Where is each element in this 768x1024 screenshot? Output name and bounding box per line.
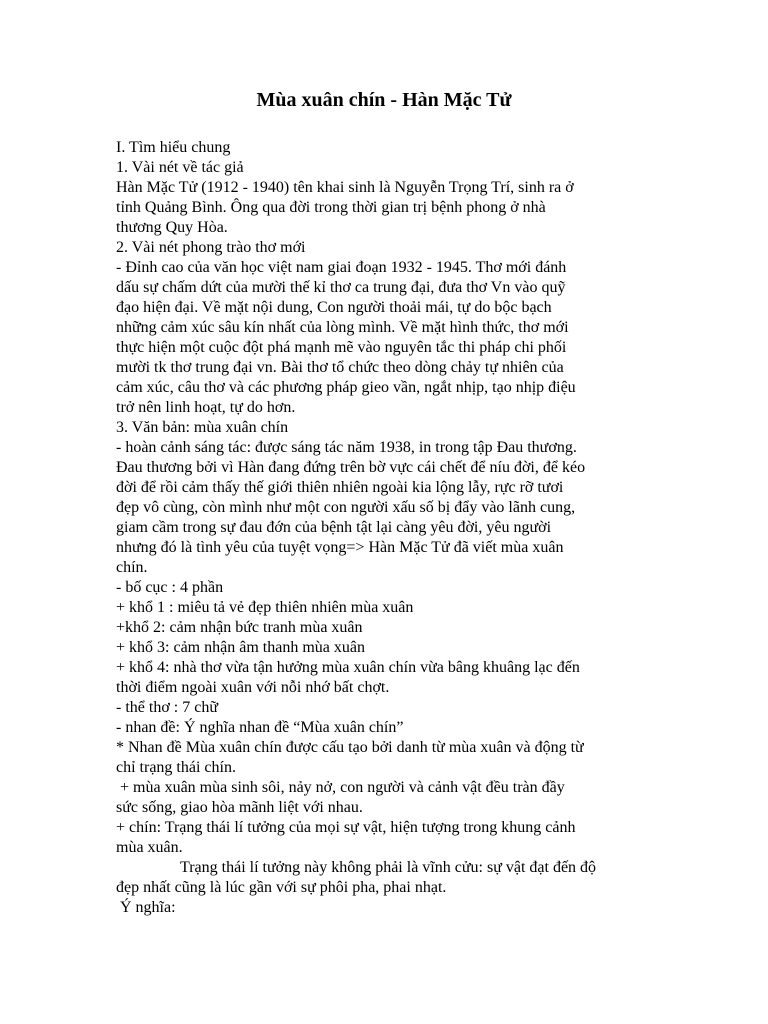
text-line: - thể thơ : 7 chữ: [116, 699, 218, 716]
document-body: [116, 138, 676, 918]
text-line: Ý nghĩa:: [120, 899, 176, 916]
text-line: - nhan đề: Ý nghĩa nhan đề “Mùa xuân chín”: [116, 719, 404, 736]
text-line: +khổ 2: cảm nhận bức tranh mùa xuân: [116, 619, 363, 636]
text-line: những cảm xúc sâu kín nhất của lòng mình. Về mặt hình thức, thơ mới: [116, 319, 569, 336]
text-line: đời để rồi cảm thấy thế giới thiên nhiên ngoài kia lộng lẫy, rực rỡ tươi: [116, 479, 564, 496]
subsection-heading: 2. Vài nét phong trào thơ mới: [116, 239, 306, 256]
text-line: thương Quy Hòa.: [116, 219, 228, 236]
subsection-heading: 1. Vài nét về tác giả: [116, 159, 244, 176]
text-line: đẹp vô cùng, còn mình như một con người xấu số bị đẩy vào lãnh cung,: [116, 499, 576, 516]
text-line: chỉ trạng thái chín.: [116, 759, 236, 776]
text-line: dấu sự chấm dứt của mười thế kỉ thơ ca trung đại, đưa thơ Vn vào quỹ: [116, 279, 566, 296]
text-line: chín.: [116, 559, 148, 576]
text-line: + chín: Trạng thái lí tưởng của mọi sự vật, hiện tượng trong khung cảnh: [116, 819, 576, 836]
text-line: + khổ 1 : miêu tả vẻ đẹp thiên nhiên mùa xuân: [116, 599, 414, 616]
text-line: * Nhan đề Mùa xuân chín được cấu tạo bởi danh từ mùa xuân và động từ: [116, 739, 584, 756]
text-line: tỉnh Quảng Bình. Ông qua đời trong thời gian trị bệnh phong ở nhà: [116, 199, 546, 216]
subsection-heading: 3. Văn bản: mùa xuân chín: [116, 419, 289, 436]
document-title: Mùa xuân chín - Hàn Mặc Tử: [256, 89, 512, 111]
text-line: mười tk thơ trung đại vn. Bài thơ tổ chức theo dòng chảy tự nhiên của: [116, 359, 564, 376]
text-line: thời điểm ngoài xuân với nỗi nhớ bất chợt.: [116, 679, 390, 696]
section-heading: I. Tìm hiểu chung: [116, 139, 231, 156]
text-line: Đau thương bởi vì Hàn đang đứng trên bờ vực cái chết để níu đời, để kéo: [116, 459, 586, 476]
text-line: thực hiện một cuộc đột phá mạnh mẽ vào nguyên tắc thi pháp chi phối: [116, 339, 567, 356]
text-line: - hoàn cảnh sáng tác: được sáng tác năm 1938, in trong tập Đau thương.: [116, 439, 577, 456]
text-line: Trạng thái lí tưởng này không phải là vĩnh cửu: sự vật đạt đến độ: [180, 859, 597, 876]
text-line: + mùa xuân mùa sinh sôi, nảy nở, con người và cảnh vật đều tràn đầy: [120, 779, 565, 796]
text-line: - bố cục : 4 phần: [116, 579, 224, 596]
text-line: trở nên linh hoạt, tự do hơn.: [116, 399, 296, 416]
text-line: giam cầm trong sự đau đớn của bệnh tật lại càng yêu đời, yêu người: [116, 519, 552, 536]
text-line: sức sống, giao hòa mãnh liệt với nhau.: [116, 799, 363, 816]
text-line: + khổ 3: cảm nhận âm thanh mùa xuân: [116, 639, 365, 656]
text-line: đẹp nhất cũng là lúc gần với sự phôi pha, phai nhạt.: [116, 879, 447, 896]
text-line: đạo hiện đại. Về mặt nội dung, Con người thoải mái, tự do bộc bạch: [116, 299, 552, 316]
text-line: Hàn Mặc Tử (1912 - 1940) tên khai sinh là Nguyễn Trọng Trí, sinh ra ở: [116, 179, 574, 196]
text-line: nhưng đó là tình yêu của tuyệt vọng=> Hàn Mặc Tử đã viết mùa xuân: [116, 539, 564, 556]
text-line: + khổ 4: nhà thơ vừa tận hưởng mùa xuân chín vừa bâng khuâng lạc đến: [116, 659, 580, 676]
text-line: mùa xuân.: [116, 839, 183, 856]
text-line: cảm xúc, câu thơ và các phương pháp gieo vần, ngắt nhịp, tạo nhịp điệu: [116, 379, 576, 396]
text-line: - Đỉnh cao của văn học việt nam giai đoạn 1932 - 1945. Thơ mới đánh: [116, 259, 567, 276]
